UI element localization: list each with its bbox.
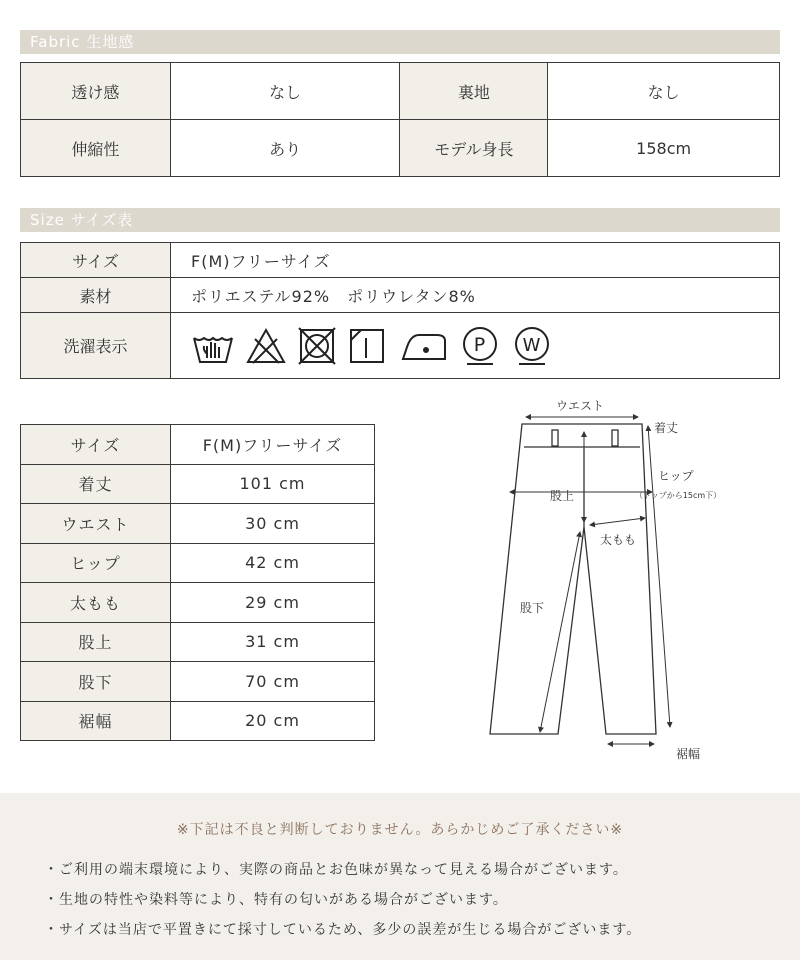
svg-text:P: P	[473, 333, 487, 356]
notes-panel	[0, 793, 800, 960]
fabric-table	[20, 62, 780, 177]
size-label: サイズ	[21, 243, 171, 278]
list-item: ・生地の特性や染料等により、特有の匂いがある場合がございます。	[44, 892, 508, 908]
no-tumble-dry-icon	[297, 326, 337, 366]
hip-label: ヒップ	[21, 543, 171, 583]
pants-measurement-diagram	[480, 392, 770, 772]
pants-outline-icon	[480, 392, 770, 772]
list-item: ・ご利用の端末環境により、実際の商品とお色味が異なって見える場合がございます。	[44, 862, 628, 878]
wet-clean-w-icon	[511, 325, 553, 367]
table-row	[21, 313, 780, 379]
notes-list	[44, 855, 641, 945]
table-row	[21, 425, 375, 465]
notes-title: ※下記は不良と判断しておりません。あらかじめご了承ください※	[176, 822, 624, 838]
size-info-table	[20, 242, 780, 379]
table-row	[21, 464, 375, 504]
hand-wash-icon	[191, 326, 235, 366]
diagram-thigh-label: 太もも	[600, 533, 637, 547]
stretch-label: 伸縮性	[21, 120, 171, 177]
length-value: 101 cm	[171, 464, 375, 504]
diagram-waist-label: ウエスト	[555, 399, 605, 413]
iron-low-icon	[397, 327, 449, 365]
measure-header-label: サイズ	[21, 425, 171, 465]
table-row	[21, 120, 780, 177]
inseam-label: 股下	[21, 662, 171, 702]
table-row	[21, 278, 780, 313]
length-label: 着丈	[21, 464, 171, 504]
rise-label: 股上	[21, 622, 171, 662]
inseam-value: 70 cm	[171, 662, 375, 702]
transparency-label: 透け感	[21, 63, 171, 120]
material-value: ポリエステル92% ポリウレタン8%	[171, 278, 780, 313]
hem-label: 裾幅	[21, 701, 171, 741]
svg-text:W: W	[522, 334, 542, 356]
thigh-value: 29 cm	[171, 583, 375, 623]
care-icons	[191, 325, 779, 367]
diagram-inseam-label: 股下	[520, 601, 545, 615]
dry-clean-p-icon	[459, 325, 501, 367]
model-height-value: 158cm	[548, 120, 780, 177]
hip-value: 42 cm	[171, 543, 375, 583]
fabric-section-header: Fabric 生地感	[20, 30, 780, 54]
material-label: 素材	[21, 278, 171, 313]
lining-label: 裏地	[400, 63, 548, 120]
diagram-hip-label: ヒップ	[658, 469, 694, 483]
table-row	[21, 63, 780, 120]
drip-dry-shade-icon	[347, 326, 387, 366]
table-row	[21, 622, 375, 662]
diagram-rise-label: 股上	[550, 489, 575, 503]
table-row	[21, 504, 375, 544]
table-row	[21, 243, 780, 278]
hem-value: 20 cm	[171, 701, 375, 741]
lining-value: なし	[548, 63, 780, 120]
size-section-header: Size サイズ表	[20, 208, 780, 232]
measure-header-value: F(M)フリーサイズ	[171, 425, 375, 465]
table-row	[21, 583, 375, 623]
diagram-hem-label: 裾幅	[676, 747, 701, 761]
transparency-value: なし	[170, 63, 400, 120]
table-row	[21, 543, 375, 583]
rise-value: 31 cm	[171, 622, 375, 662]
waist-value: 30 cm	[171, 504, 375, 544]
diagram-hip-note: （トップから15cm下）	[635, 491, 722, 500]
care-icons-cell	[171, 313, 780, 379]
size-value: F(M)フリーサイズ	[171, 243, 780, 278]
no-bleach-icon	[245, 327, 287, 365]
measurement-table	[20, 424, 375, 741]
table-row	[21, 662, 375, 702]
thigh-label: 太もも	[21, 583, 171, 623]
stretch-value: あり	[170, 120, 400, 177]
diagram-length-label: 着丈	[654, 421, 679, 435]
model-height-label: モデル身長	[400, 120, 548, 177]
table-row	[21, 701, 375, 741]
care-label: 洗濯表示	[21, 313, 171, 379]
list-item: ・サイズは当店で平置きにて採寸しているため、多少の誤差が生じる場合がございます。	[44, 922, 642, 938]
waist-label: ウエスト	[21, 504, 171, 544]
